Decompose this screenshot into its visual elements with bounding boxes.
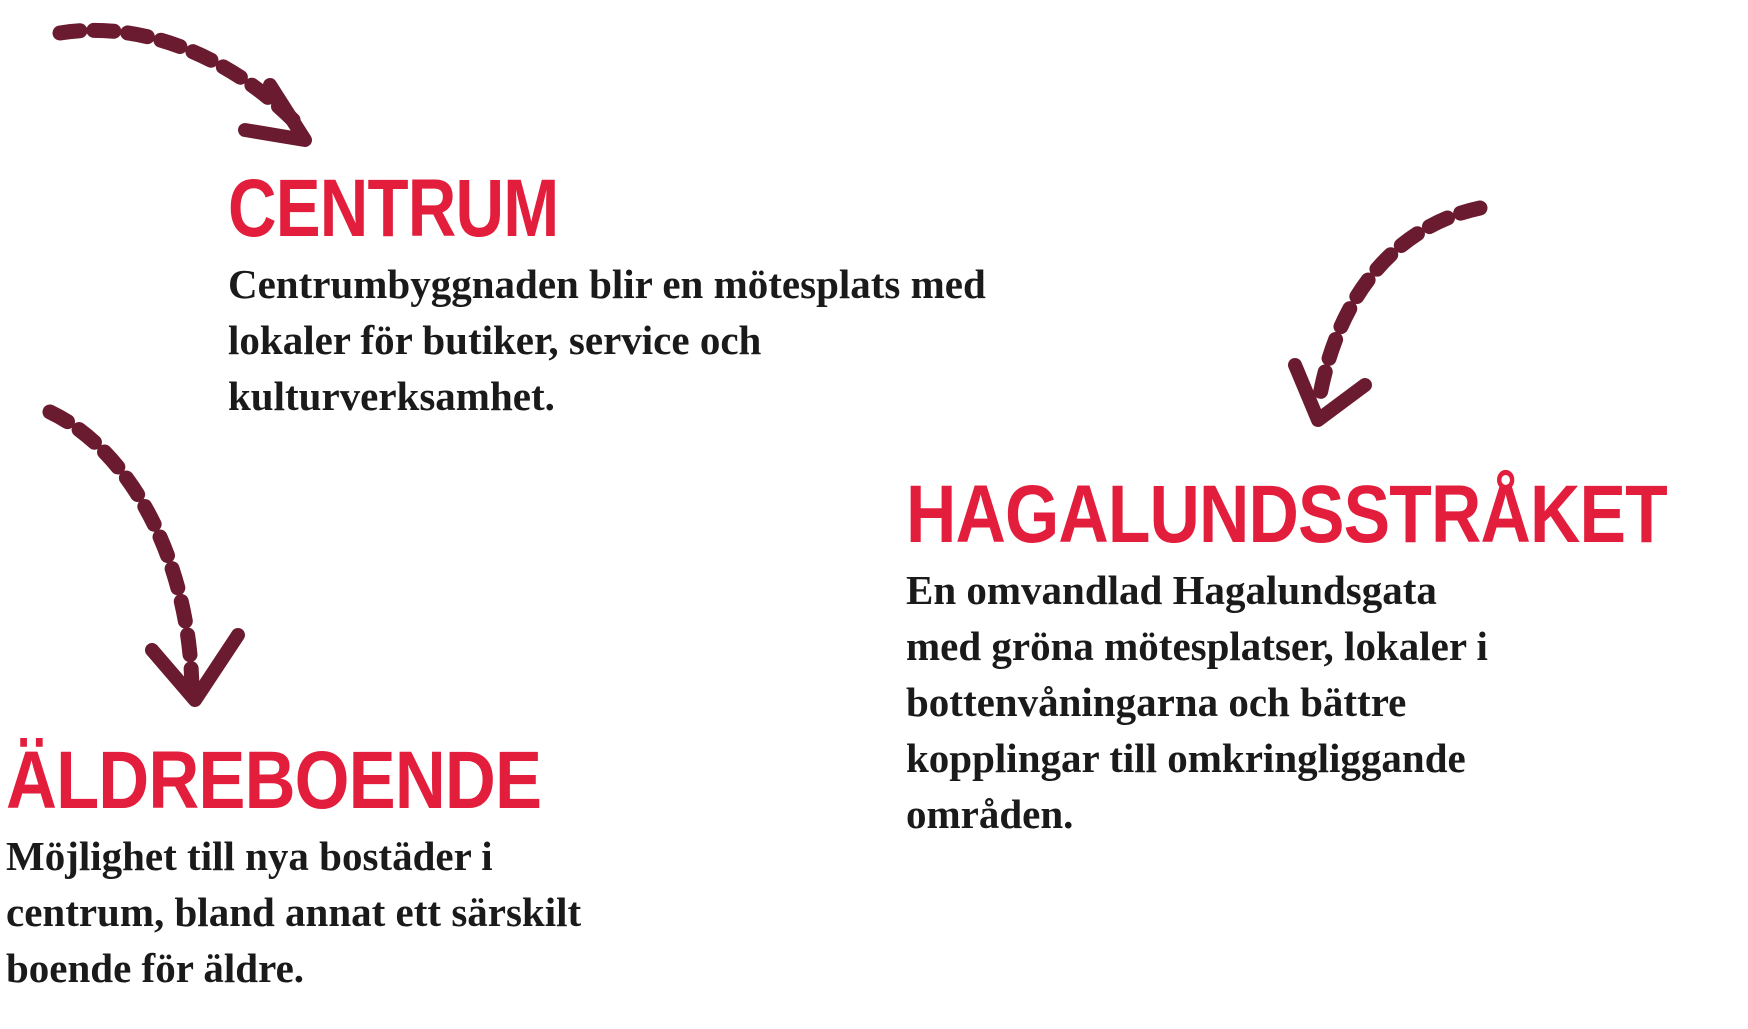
text-line: kopplingar till omkringliggande bbox=[906, 735, 1466, 781]
heading-centrum: CENTRUM bbox=[228, 163, 559, 254]
arrow-to-hagalund-icon bbox=[1295, 208, 1480, 420]
arrow-to-centrum-icon bbox=[60, 30, 305, 140]
text-line: kulturverksamhet. bbox=[228, 373, 555, 419]
text-line: bottenvåningarna och bättre bbox=[906, 679, 1407, 725]
text-line: med gröna mötesplatser, lokaler i bbox=[906, 623, 1488, 669]
text-centrum bbox=[228, 256, 986, 424]
section-centrum bbox=[228, 163, 986, 424]
text-line: En omvandlad Hagalundsgata bbox=[906, 567, 1437, 613]
text-line: Centrumbyggnaden blir en mötesplats med bbox=[228, 261, 986, 307]
heading-aldreboende: ÄLDREBOENDE bbox=[6, 735, 542, 826]
text-aldreboende bbox=[6, 828, 628, 996]
section-aldreboende bbox=[6, 735, 628, 996]
text-line: lokaler för butiker, service och bbox=[228, 317, 762, 363]
text-line: områden. bbox=[906, 791, 1074, 837]
text-hagalundsstraket bbox=[906, 562, 1748, 842]
text-line: Möjlighet till nya bostäder i bbox=[6, 833, 493, 879]
section-hagalundsstraket bbox=[906, 469, 1748, 842]
arrow-to-aldre-icon bbox=[50, 412, 238, 700]
text-line: boende för äldre. bbox=[6, 945, 305, 991]
heading-hagalundsstraket: HAGALUNDSSTRÅKET bbox=[906, 469, 1667, 560]
text-line: centrum, bland annat ett särskilt bbox=[6, 889, 582, 935]
